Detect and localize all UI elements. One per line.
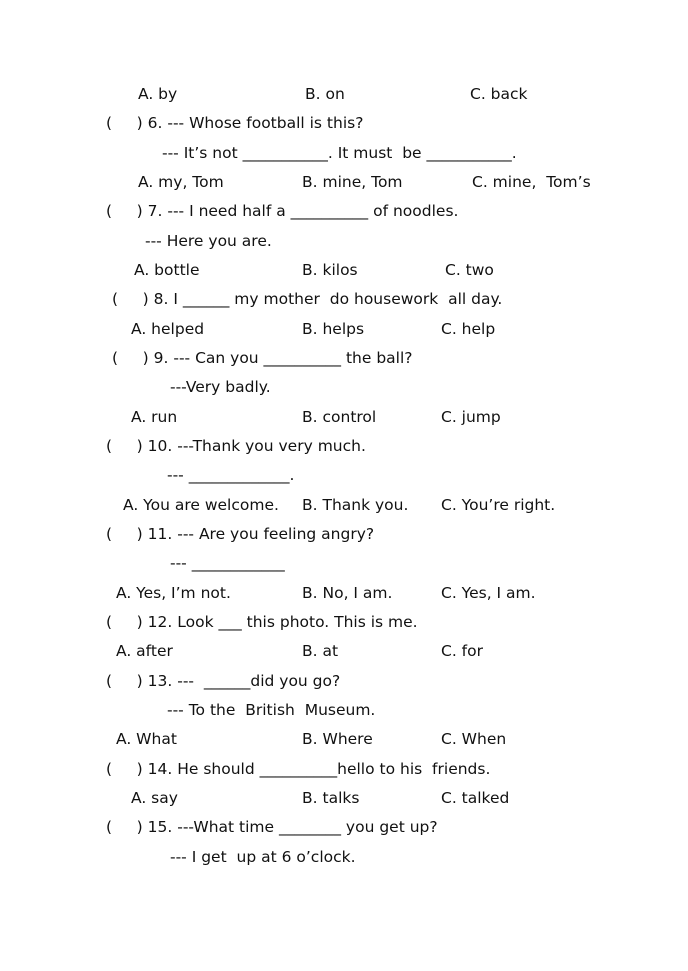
q10-stem: ( ) 10. ---Thank you very much.	[106, 437, 366, 455]
q11-reply: --- ____________	[170, 554, 285, 572]
q6-option-a: A. my, Tom	[138, 173, 224, 191]
q6-option-b: B. mine, Tom	[302, 173, 403, 191]
q13-option-a: A. What	[116, 730, 177, 748]
q8-option-b: B. helps	[302, 320, 365, 338]
q13-reply: --- To the British Museum.	[167, 701, 376, 719]
q14-option-c: C. talked	[441, 789, 510, 807]
q11-option-a: A. Yes, I’m not.	[116, 584, 231, 602]
q6-reply: --- It’s not ___________. It must be ___________.	[162, 144, 517, 162]
q13-stem: ( ) 13. --- ______did you go?	[106, 672, 341, 690]
q12-option-b: B. at	[302, 642, 339, 660]
q14-option-b: B. talks	[302, 789, 360, 807]
q5-option-b: B. on	[305, 85, 345, 103]
q6-stem: ( ) 6. --- Whose football is this?	[106, 114, 364, 132]
q5-option-a: A. by	[138, 85, 178, 103]
q14-option-a: A. say	[131, 789, 178, 807]
q9-option-a: A. run	[131, 408, 178, 426]
q9-stem: ( ) 9. --- Can you __________ the ball?	[112, 349, 413, 367]
q14-stem: ( ) 14. He should __________hello to his friends.	[106, 760, 491, 778]
q5-option-c: C. back	[470, 85, 528, 103]
q11-option-c: C. Yes, I am.	[441, 584, 536, 602]
q9-reply: ---Very badly.	[170, 378, 271, 396]
q8-option-c: C. help	[441, 320, 496, 338]
q13-option-b: B. Where	[302, 730, 373, 748]
q7-stem: ( ) 7. --- I need half a __________ of noodles.	[106, 202, 459, 220]
q7-option-a: A. bottle	[134, 261, 200, 279]
q15-reply: --- I get up at 6 o’clock.	[170, 848, 356, 866]
q10-option-c: C. You’re right.	[441, 496, 556, 514]
q9-option-c: C. jump	[441, 408, 501, 426]
q8-stem: ( ) 8. I ______ my mother do housework all day.	[112, 290, 503, 308]
q13-option-c: C. When	[441, 730, 507, 748]
q10-reply: --- _____________.	[167, 466, 295, 484]
q10-option-b: B. Thank you.	[302, 496, 409, 514]
q15-stem: ( ) 15. ---What time ________ you get up?	[106, 818, 438, 836]
q12-option-c: C. for	[441, 642, 483, 660]
q8-option-a: A. helped	[131, 320, 205, 338]
q7-reply: --- Here you are.	[145, 232, 272, 250]
q10-option-a: A. You are welcome.	[123, 496, 279, 514]
q11-option-b: B. No, I am.	[302, 584, 393, 602]
q12-stem: ( ) 12. Look ___ this photo. This is me.	[106, 613, 418, 631]
q6-option-c: C. mine, Tom’s	[472, 173, 591, 191]
q12-option-a: A. after	[116, 642, 173, 660]
q11-stem: ( ) 11. --- Are you feeling angry?	[106, 525, 375, 543]
q7-option-b: B. kilos	[302, 261, 358, 279]
q7-option-c: C. two	[445, 261, 494, 279]
q9-option-b: B. control	[302, 408, 377, 426]
